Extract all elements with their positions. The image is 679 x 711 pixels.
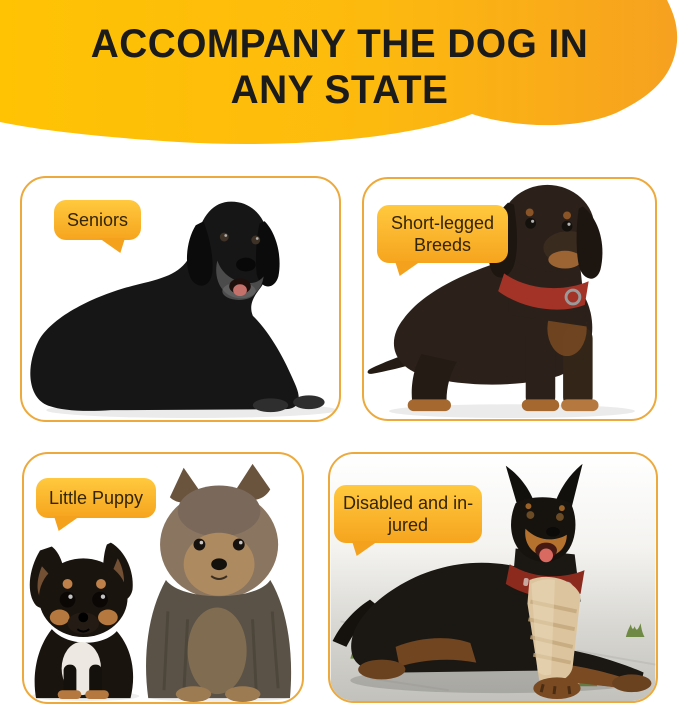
panel-disabled-injured xyxy=(328,452,658,703)
label-seniors: Seniors xyxy=(67,210,129,230)
page-title-line2: ANY STATE xyxy=(230,68,449,112)
banner xyxy=(0,0,679,158)
label-little-puppy: Little Puppy xyxy=(49,488,144,508)
label-disabled-line1: Disabled and in- xyxy=(343,493,474,513)
label-short-legged-line2: Breeds xyxy=(414,235,472,255)
panel-little-puppy xyxy=(22,452,304,704)
speech-bubble-short-legged xyxy=(377,205,508,263)
panel-short-legged-breeds xyxy=(362,177,657,421)
page-title-line1: ACCOMPANY THE DOG IN xyxy=(90,22,589,66)
label-short-legged-line1: Short-legged xyxy=(391,213,495,233)
label-disabled-line2: jured xyxy=(388,515,429,535)
panel-seniors xyxy=(20,176,341,422)
page-title xyxy=(10,21,669,113)
speech-bubble-seniors xyxy=(54,200,141,240)
speech-bubble-little-puppy xyxy=(36,478,156,518)
speech-bubble-disabled-injured xyxy=(334,485,482,543)
